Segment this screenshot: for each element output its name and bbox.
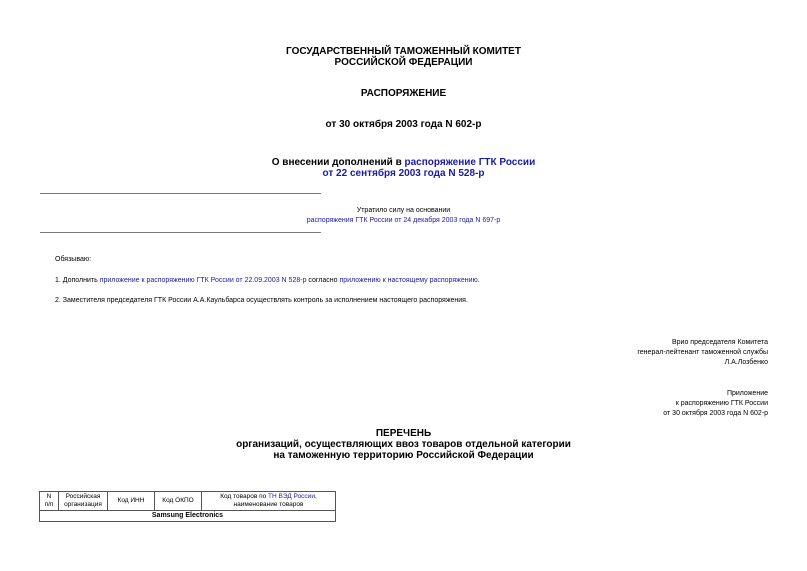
header-organization bbox=[59, 492, 108, 511]
document-subject bbox=[0, 157, 807, 179]
header-number bbox=[40, 492, 59, 511]
tn-ved-link[interactable]: ТН ВЭД России bbox=[268, 493, 315, 500]
header-organization-line-2: организация bbox=[64, 501, 102, 508]
list-title-line-3: на таможенную территорию Российской Федерации bbox=[273, 450, 534, 461]
header-goods-code-line-1 bbox=[204, 493, 333, 501]
oblige-text: Обязываю: bbox=[55, 256, 92, 263]
appendix-line-2: к распоряжению ГТК России bbox=[675, 400, 768, 407]
header-okpo: Код ОКПО bbox=[155, 492, 202, 511]
item-2: 2. Заместителя председателя ГТК России А.А.Каульбарса осуществлять контроль за исполнением настоящего распоряжения. bbox=[55, 297, 468, 304]
organizations-table bbox=[39, 491, 336, 522]
subject-prefix: О внесении дополнений в bbox=[271, 157, 405, 168]
status-divider-bottom bbox=[40, 232, 321, 233]
header-goods-code-line-2: наименование товаров bbox=[233, 501, 304, 508]
org-line-1: ГОСУДАРСТВЕННЫЙ ТАМОЖЕННЫЙ КОМИТЕТ bbox=[286, 46, 521, 57]
header-number-line-2: п/п bbox=[44, 501, 54, 508]
status-divider-top bbox=[40, 193, 321, 194]
signature-block bbox=[637, 338, 768, 368]
appendix-line-3: от 30 октября 2003 года N 602-р bbox=[663, 410, 768, 417]
item-1 bbox=[55, 276, 480, 286]
goods-code-prefix: Код товаров по bbox=[220, 493, 269, 500]
table-group-row bbox=[40, 511, 336, 522]
item-1-end: . bbox=[477, 277, 480, 284]
current-appendix-link[interactable]: приложению к настоящему распоряжению bbox=[339, 277, 478, 284]
document-type: РАСПОРЯЖЕНИЕ bbox=[360, 88, 447, 99]
subject-line-1 bbox=[0, 157, 807, 168]
appendix-line-1: Приложение bbox=[726, 390, 768, 397]
amended-order-date-link[interactable]: от 22 сентября 2003 года N 528-р bbox=[322, 168, 485, 179]
signature-line-3: Л.А.Лозбенко bbox=[724, 359, 768, 366]
organization-name bbox=[0, 46, 807, 68]
status-line-1: Утратило силу на основании bbox=[356, 207, 451, 214]
amended-order-link[interactable]: распоряжение ГТК России bbox=[404, 157, 536, 168]
signature-line-2: генерал-лейтенант таможенной службы bbox=[637, 349, 768, 356]
item-1-mid: согласно bbox=[306, 277, 340, 284]
item-1-prefix: 1. Дополнить bbox=[55, 277, 100, 284]
header-inn: Код ИНН bbox=[108, 492, 155, 511]
list-title bbox=[0, 428, 807, 461]
header-goods-code bbox=[202, 492, 336, 511]
appendix-note bbox=[663, 389, 768, 419]
list-title-line-1: ПЕРЕЧЕНЬ bbox=[375, 428, 432, 439]
appendix-528-link[interactable]: приложение к распоряжению ГТК России от 22.09.2003 N 528-р bbox=[99, 277, 307, 284]
list-title-line-2: организаций, осуществляющих ввоз товаров отдельной категории bbox=[236, 439, 571, 450]
header-number-line-1: N bbox=[46, 493, 52, 500]
org-line-2: РОССИЙСКОЙ ФЕДЕРАЦИИ bbox=[334, 57, 473, 68]
header-organization-line-1: Российская bbox=[65, 493, 101, 500]
signature-line-1: Врио председателя Комитета bbox=[672, 339, 768, 346]
document-date-number: от 30 октября 2003 года N 602-р bbox=[325, 119, 482, 130]
goods-code-suffix: , bbox=[314, 493, 317, 500]
status-note bbox=[0, 206, 807, 226]
repeal-order-link[interactable]: распоряжения ГТК России от 24 декабря 2003 года N 697-р bbox=[306, 217, 501, 224]
group-samsung-electronics: Samsung Electronics bbox=[40, 511, 336, 522]
table-header-row bbox=[40, 492, 336, 511]
